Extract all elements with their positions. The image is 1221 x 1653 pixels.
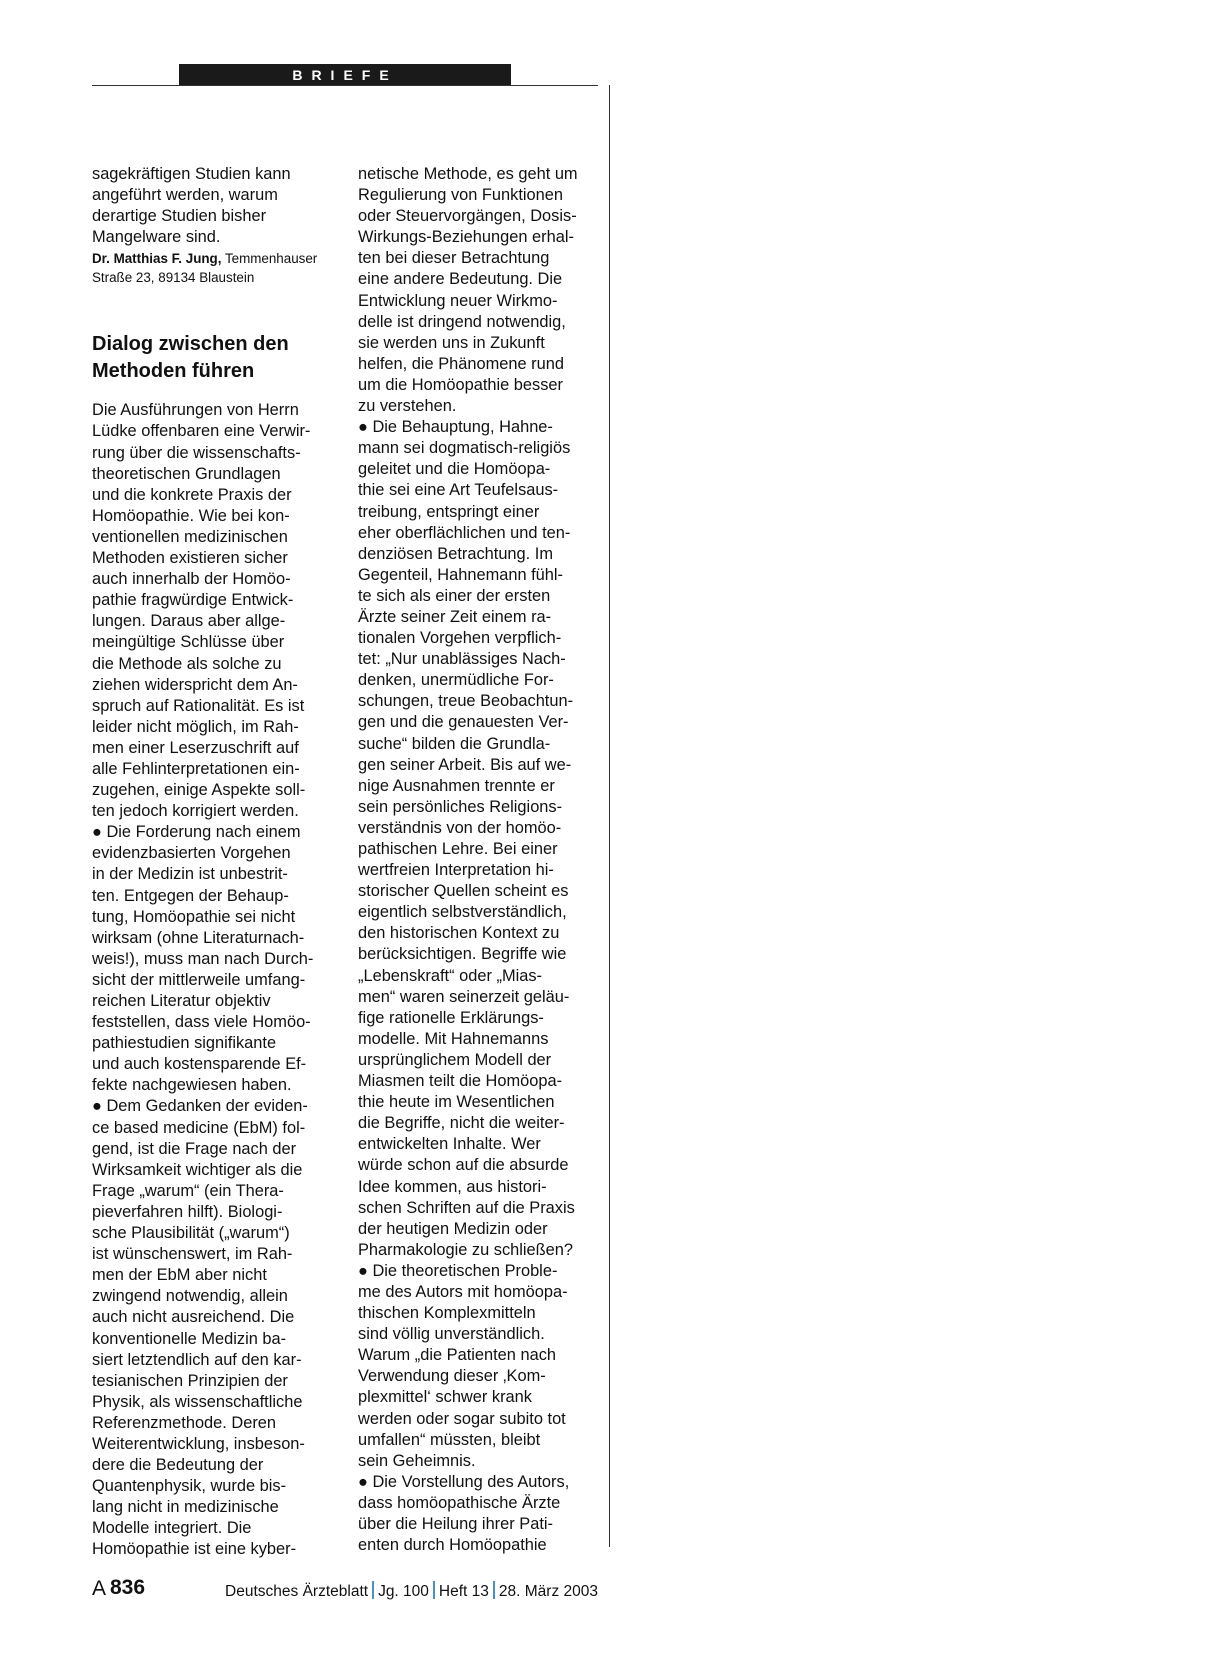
issue-date: 28. März 2003 — [498, 1583, 598, 1600]
left-column — [92, 164, 350, 1561]
text-line: oder Steuervorgängen, Dosis- — [358, 207, 577, 226]
text-line: thie heute im Wesentlichen — [358, 1093, 555, 1112]
text-line: reichen Literatur objektiv — [92, 992, 271, 1010]
text-line: siert letztendlich auf den kar- — [92, 1350, 302, 1369]
text-line: berücksichtigen. Begriffe wie — [358, 945, 567, 964]
text-line: pathischen Lehre. Bei einer — [358, 840, 558, 858]
text-line: eigentlich selbstverständlich, — [358, 903, 567, 922]
text-line: zugehen, einige Aspekte soll- — [92, 781, 306, 800]
text-line: Idee kommen, aus histori- — [358, 1177, 547, 1196]
text-line: wirksam (ohne Literaturnach- — [92, 928, 305, 947]
text-line: lungen. Daraus aber allge- — [92, 612, 286, 631]
journal-name: Deutsches Ärzteblatt — [225, 1583, 369, 1600]
text-line: Homöopathie. Wie bei kon- — [92, 506, 290, 525]
text-line: suche“ bilden die Grundla- — [358, 734, 551, 753]
text-line: thischen Komplexmitteln — [358, 1304, 536, 1323]
text-line: Warum „die Patienten nach — [358, 1346, 556, 1365]
text-line: wertfreien Interpretation hi- — [358, 861, 554, 880]
top-rule — [92, 85, 598, 86]
letter-body-left — [92, 400, 350, 1560]
text-line: auch innerhalb der Homöo- — [92, 570, 291, 589]
text-line: zu verstehen. — [358, 397, 457, 416]
text-line: spruch auf Rationalität. Es ist — [92, 696, 305, 715]
text-line: „Lebenskraft“ oder „Mias- — [358, 966, 543, 985]
text-line: Mangelware sind. — [92, 228, 221, 247]
text-line: delle ist dringend notwendig, — [358, 312, 566, 331]
text-line: denziösen Betrachtung. Im — [358, 544, 553, 563]
heading-line: Dialog zwischen den — [92, 333, 289, 356]
text-line: men“ waren seinerzeit geläu- — [358, 987, 570, 1006]
text-line: über die Heilung ihrer Pati- — [358, 1515, 553, 1533]
signature-street: Temmenhauser — [224, 251, 318, 267]
text-line: ce based medicine (EbM) fol- — [92, 1118, 306, 1137]
text-line: geleitet und die Homöopa- — [358, 460, 551, 479]
text-line: meingültige Schlüsse über — [92, 633, 285, 652]
text-line: tung, Homöopathie sei nicht — [92, 907, 296, 926]
letter-signature — [92, 249, 350, 287]
text-line: te sich als einer der ersten — [358, 586, 551, 605]
text-line: gen und die genauesten Ver- — [358, 713, 569, 732]
text-line: ten bei dieser Betrachtung — [358, 249, 550, 268]
text-line: ● Die Vorstellung des Autors, — [358, 1472, 570, 1491]
text-line: würde schon auf die absurde — [358, 1156, 569, 1175]
text-line: pathiestudien signifikante — [92, 1034, 277, 1053]
text-line: sein Geheimnis. — [358, 1451, 476, 1470]
issue: Heft 13 — [438, 1583, 489, 1600]
text-line: in der Medizin ist unbestrit- — [92, 865, 288, 884]
text-line: men der EbM aber nicht — [92, 1266, 267, 1285]
text-line: zwingend notwendig, allein — [92, 1287, 288, 1306]
text-line: dere die Bedeutung der — [92, 1456, 264, 1475]
text-line: dass homöopathische Ärzte — [358, 1493, 561, 1512]
text-line: konventionelle Medizin ba- — [92, 1329, 287, 1348]
text-line: feststellen, dass viele Homöo- — [92, 1013, 311, 1032]
text-line: umfallen“ müssten, bleibt — [358, 1430, 541, 1449]
text-line: Gegenteil, Hahnemann fühl- — [358, 565, 564, 584]
text-line: Wirksamkeit wichtiger als die — [92, 1160, 303, 1179]
separator — [493, 1581, 495, 1599]
text-line: sein persönliches Religions- — [358, 797, 563, 816]
text-line: Lüdke offenbaren eine Verwir- — [92, 422, 311, 441]
text-line: Pharmakologie zu schließen? — [358, 1240, 574, 1259]
footer-citation — [225, 1581, 598, 1601]
text-line: schungen, treue Beobachtun- — [358, 692, 574, 711]
text-line: Die Ausführungen von Herrn — [92, 401, 299, 420]
text-line: me des Autors mit homöopa- — [358, 1282, 568, 1301]
text-line: ● Die Forderung nach einem — [92, 823, 301, 842]
text-line: Ärzte seiner Zeit einem ra- — [358, 607, 552, 626]
text-line: ● Dem Gedanken der eviden- — [92, 1097, 308, 1116]
text-line: ventionellen medizinischen — [92, 527, 288, 546]
text-line: entwickelten Inhalte. Wer — [358, 1135, 541, 1154]
text-line: plexmittel‘ schwer krank — [358, 1388, 532, 1407]
text-line: modelle. Mit Hahnemanns — [358, 1029, 549, 1048]
text-line: tesianischen Prinzipien der — [92, 1371, 288, 1390]
section-header: BRIEFE — [179, 64, 511, 86]
text-line: angeführt werden, warum — [92, 186, 278, 205]
text-line: und auch kostensparende Ef- — [92, 1055, 307, 1074]
text-line: den historischen Kontext zu — [358, 924, 560, 943]
text-line: gend, ist die Frage nach der — [92, 1139, 297, 1158]
text-line: storischer Quellen scheint es — [358, 882, 569, 901]
intro-text — [92, 164, 350, 248]
separator — [372, 1581, 374, 1599]
text-line: die Begriffe, nicht die weiter- — [358, 1114, 565, 1133]
text-line: und die konkrete Praxis der — [92, 485, 292, 504]
text-line: ● Die theoretischen Proble- — [358, 1261, 558, 1280]
signature-city: Straße 23, 89134 Blaustein — [92, 270, 255, 286]
text-line: mann sei dogmatisch-religiös — [358, 439, 571, 458]
text-line: sche Plausibilität („warum“) — [92, 1224, 290, 1243]
text-line: alle Fehlinterpretationen ein- — [92, 759, 300, 778]
text-line: fekte nachgewiesen haben. — [92, 1076, 292, 1095]
text-line: eine andere Bedeutung. Die — [358, 270, 563, 289]
page-prefix: A — [92, 1577, 107, 1600]
text-line: tionalen Vorgehen verpflich- — [358, 629, 562, 648]
text-line: helfen, die Phänomene rund — [358, 354, 564, 373]
separator — [433, 1581, 435, 1599]
text-line: Miasmen teilt die Homöopa- — [358, 1072, 563, 1091]
letter-body-right — [358, 164, 616, 1556]
text-line: ziehen widerspricht dem An- — [92, 675, 298, 694]
text-line: weis!), muss man nach Durch- — [92, 949, 314, 968]
text-line: um die Homöopathie besser — [358, 375, 563, 394]
text-line: Weiterentwicklung, insbeson- — [92, 1434, 305, 1453]
text-line: pieverfahren hilft). Biologi- — [92, 1202, 283, 1221]
text-line: ● Die Behauptung, Hahne- — [358, 418, 553, 437]
text-line: Verwendung dieser ‚Kom- — [358, 1367, 546, 1386]
text-line: Referenzmethode. Deren — [92, 1413, 277, 1432]
text-line: Quantenphysik, wurde bis- — [92, 1477, 287, 1496]
text-line: ten. Entgegen der Behaup- — [92, 886, 289, 905]
text-line: Frage „warum“ (ein Thera- — [92, 1181, 284, 1200]
page-footer — [92, 1577, 598, 1607]
text-line: sind völlig unverständlich. — [358, 1325, 545, 1344]
text-line: Regulierung von Funktionen — [358, 186, 564, 205]
text-line: Wirkungs-Beziehungen erhal- — [358, 228, 574, 247]
text-line: werden oder sogar subito tot — [358, 1409, 566, 1428]
text-line: die Methode als solche zu — [92, 654, 282, 673]
text-line: treibung, entspringt einer — [358, 502, 540, 521]
text-line: Methoden existieren sicher — [92, 549, 288, 568]
text-line: ist wünschenswert, im Rah- — [92, 1245, 293, 1264]
text-line: ten jedoch korrigiert werden. — [92, 802, 299, 821]
text-line: pathie fragwürdige Entwick- — [92, 591, 294, 610]
text-line: lang nicht in medizinische — [92, 1498, 279, 1517]
text-line: gen seiner Arbeit. Bis auf we- — [358, 755, 572, 774]
heading-line: Methoden führen — [92, 360, 255, 383]
text-line: ursprünglichem Modell der — [358, 1050, 552, 1069]
text-line: enten durch Homöopathie — [358, 1536, 547, 1555]
text-line: auch nicht ausreichend. Die — [92, 1308, 295, 1327]
text-line: Modelle integriert. Die — [92, 1519, 252, 1538]
text-line: theoretischen Grundlagen — [92, 464, 281, 483]
text-line: schen Schriften auf die Praxis — [358, 1198, 575, 1217]
text-line: thie sei eine Art Teufelsaus- — [358, 481, 559, 500]
right-column — [358, 164, 616, 1556]
text-line: sagekräftigen Studien kann — [92, 165, 291, 183]
text-line: rung über die wissenschafts- — [92, 443, 301, 462]
text-line: derartige Studien bisher — [92, 207, 267, 226]
text-line: sicht der mittlerweile umfang- — [92, 970, 306, 989]
text-line: Entwicklung neuer Wirkmo- — [358, 291, 558, 310]
text-line: men einer Leserzuschrift auf — [92, 738, 299, 757]
letter-heading — [92, 331, 350, 385]
text-line: eher oberflächlichen und ten- — [358, 523, 571, 542]
text-line: der heutigen Medizin oder — [358, 1219, 548, 1238]
text-line: fige rationelle Erklärungs- — [358, 1008, 544, 1027]
text-line: nige Ausnahmen trennte er — [358, 776, 555, 795]
text-line: leider nicht möglich, im Rah- — [92, 717, 299, 736]
text-line: evidenzbasierten Vorgehen — [92, 844, 291, 863]
text-line: verständnis von der homöo- — [358, 818, 562, 837]
page-number: 836 — [110, 1576, 146, 1599]
signature-name: Dr. Matthias F. Jung, — [92, 251, 222, 267]
text-line: sie werden uns in Zukunft — [358, 333, 545, 352]
text-line: netische Methode, es geht um — [358, 165, 578, 183]
text-line: Physik, als wissenschaftliche — [92, 1392, 303, 1411]
text-line: tet: „Nur unablässiges Nach- — [358, 650, 566, 669]
text-line: denken, unermüdliche For- — [358, 671, 554, 690]
text-line: Homöopathie ist eine kyber- — [92, 1540, 297, 1559]
volume: Jg. 100 — [378, 1583, 429, 1600]
